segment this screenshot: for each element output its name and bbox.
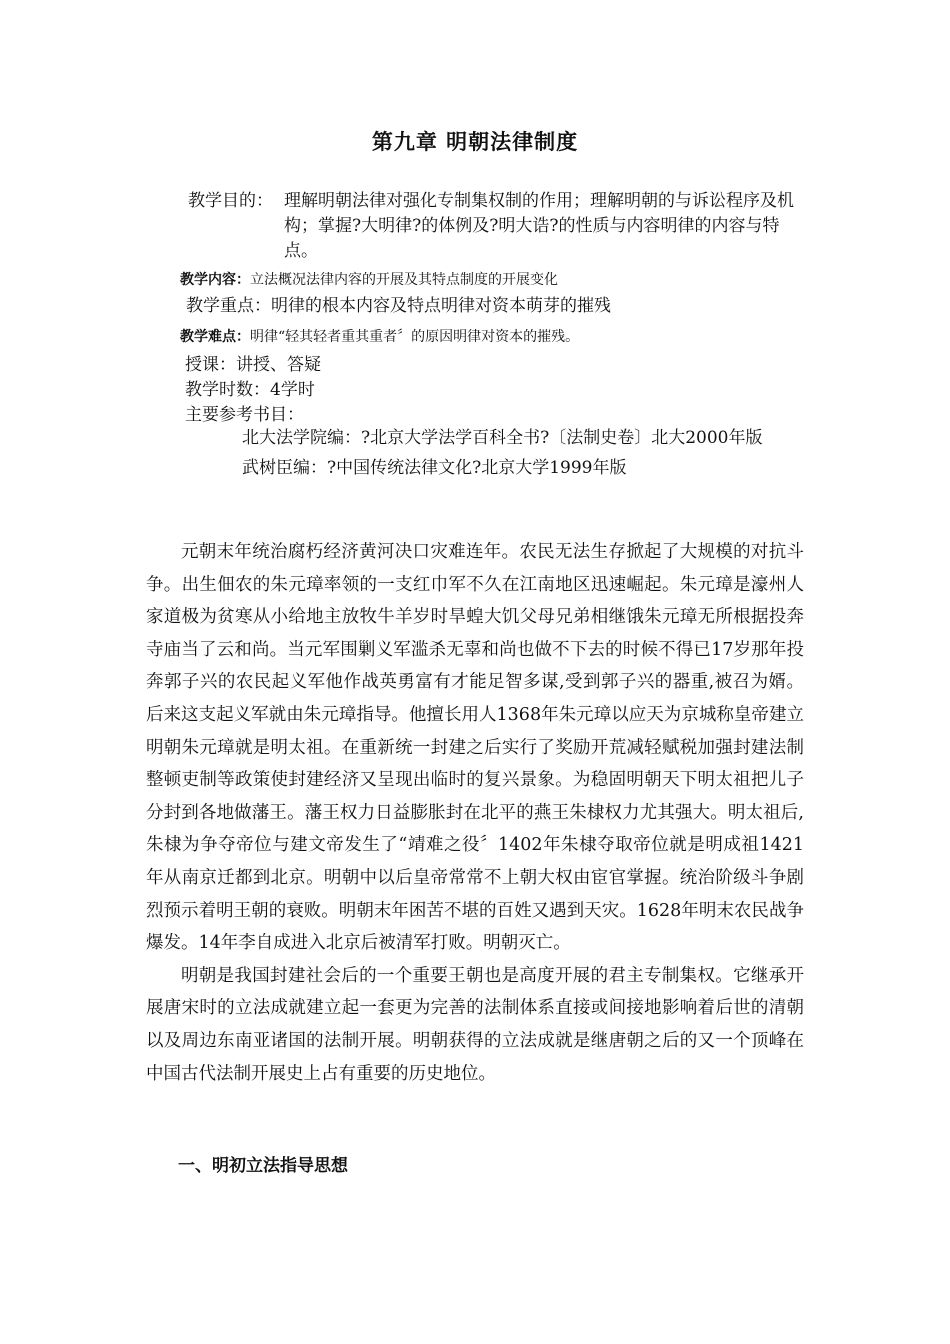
paragraph: 元朝末年统治腐朽经济黄河决口灾难连年。农民无法生存掀起了大规模的对抗斗争。出生佃农的朱元璋率领的一支红巾军不久在江南地区迅速崛起。朱元璋是濠州人家道极为贫寒从小给地主放牧牛羊岁时旱蝗大饥父母兄弟相继饿朱元璋无所根据投奔寺庙当了云和尚。当元军围剿义军滥杀无辜和尚也做不下去的时候不得已17岁那年投奔郭子兴的农民起义军他作战英勇富有才能足智多谋,受到郭子兴的器重,被召为婿。后来这支起义军就由朱元璋指导。他擅长用人1368年朱元璋以应天为京城称皇帝建立明朝朱元璋就是明太祖。在重新统一封建之后实行了奖励开荒减轻赋税加强封建法制整顿吏制等政策使封建经济又呈现出临时的复兴景象。为稳固明朝天下明太祖把儿子分封到各地做藩王。藩王权力日益膨胀封在北平的燕王朱棣权力尤其强大。明太祖后,朱棣为争夺帝位与建文帝发生了“靖难之役〞1402年朱棣夺取帝位就是明成祖1421年从南京迁都到北京。明朝中以后皇帝常常不上朝大权由宦官掌握。统治阶级斗争剧烈预示着明王朝的衰败。明朝末年困苦不堪的百姓又遇到天灾。1628年明末农民战争爆发。14年李自成进入北京后被清军打败。明朝灭亡。 (146, 542, 804, 954)
reference-list (146, 423, 806, 483)
section-heading: 一、明初立法指导思想 (178, 1156, 348, 1176)
focus-label: 教学重点： (186, 296, 271, 316)
references-label: 主要参考书目： (185, 405, 304, 425)
teaching-hours: 教学时数：4学时 (185, 380, 315, 400)
difficulty-label: 教学难点： (180, 329, 250, 345)
reference-item: 武树臣编：?中国传统法律文化?北京大学1999年版 (242, 458, 627, 478)
reference-item: 北大法学院编：?北京大学法学百科全书?〔法制史卷〕北大2000年版 (242, 428, 763, 448)
difficulty-text: 明律“轻其轻者重其重者〞的原因明律对资本的摧残。 (250, 329, 580, 345)
teaching-difficulty (180, 326, 579, 346)
objective-label: 教学目的： (188, 191, 273, 211)
teaching-focus (186, 291, 611, 316)
paragraph: 明朝是我国封建社会后的一个重要王朝也是高度开展的君主专制集权。它继承开展唐宋时的立法成就建立起一套更为完善的法制体系直接或间接地影响着后世的清朝以及周边东南亚诸国的法制开展。明朝获得的立法成就是继唐朝之后的又一个顶峰在中国古代法制开展史上占有重要的历史地位。 (146, 965, 804, 1084)
content-label: 教学内容： (180, 272, 250, 288)
chapter-title: 第九章 明朝法律制度 (371, 130, 579, 154)
teaching-method: 授课：讲授、答疑 (185, 355, 321, 375)
teaching-objective (188, 189, 808, 264)
focus-text: 明律的根本内容及特点明律对资本萌芽的摧残 (271, 296, 611, 316)
body-text (146, 536, 804, 1090)
objective-text: 理解明朝法律对强化专制集权制的作用；理解明朝的与诉讼程序及机构；掌握?大明律?的体例及?明大诰?的性质与内容明律的内容与特点。 (284, 191, 794, 261)
content-text: 立法概况法律内容的开展及其特点制度的开展变化 (250, 272, 558, 288)
teaching-content (180, 269, 558, 289)
